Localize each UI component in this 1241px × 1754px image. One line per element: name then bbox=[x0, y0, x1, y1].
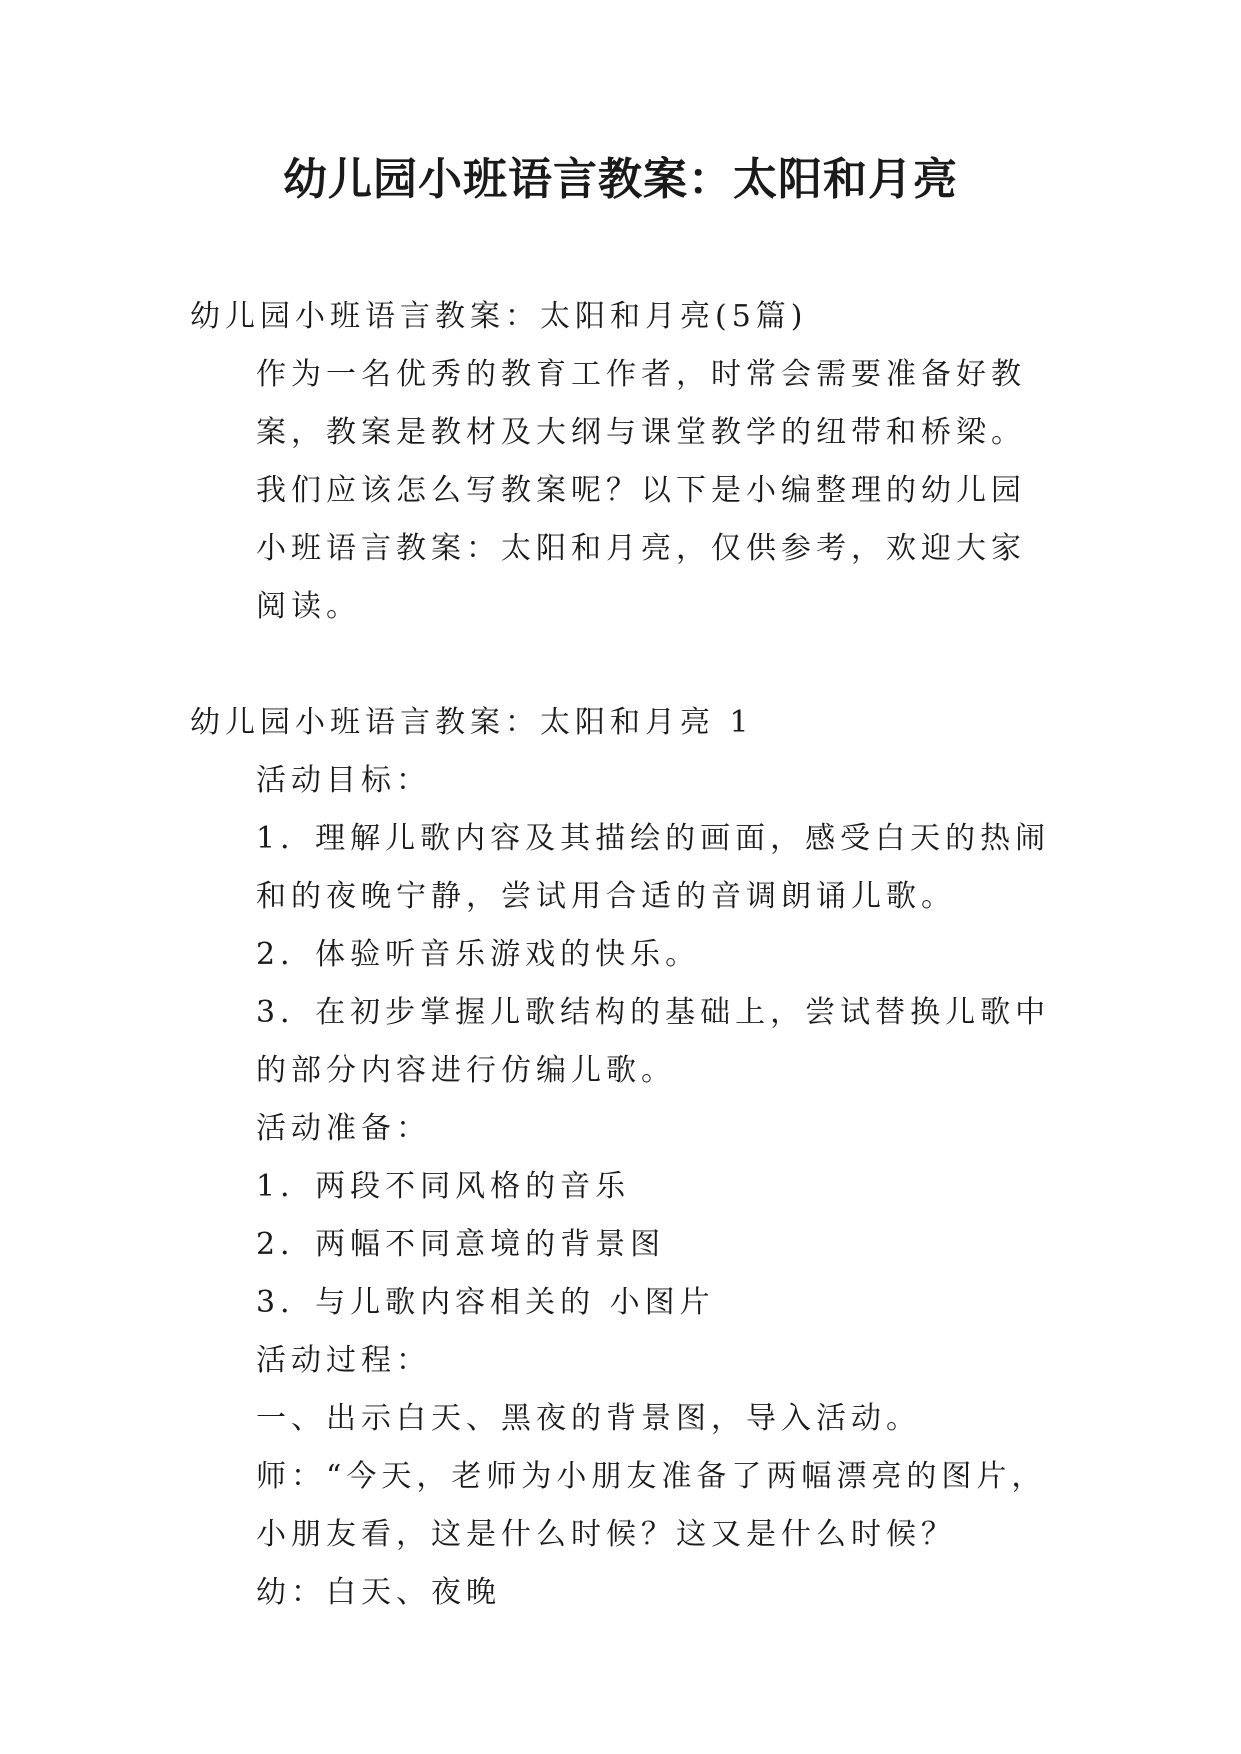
section-heading: 幼儿园小班语言教案：太阳和月亮 1 bbox=[190, 705, 754, 740]
intro-paragraph: 作为一名优秀的教育工作者，时常会需要准备好教案，教案是教材及大纲与课堂教学的纽带和桥梁。我们应该怎么写教案呢？以下是小编整理的幼儿园小班语言教案：太阳和月亮，仅供参考，欢迎大家阅读。 bbox=[256, 357, 1026, 624]
child-dialogue: 幼：白天、夜晚 bbox=[256, 1575, 501, 1610]
document-body bbox=[190, 288, 1060, 1622]
process-step-1: 一、出示白天、黑夜的背景图，导入活动。 bbox=[256, 1401, 921, 1436]
prep-item-2: 2．两幅不同意境的背景图 bbox=[256, 1227, 666, 1262]
activity-prep-heading: 活动准备： bbox=[256, 1111, 431, 1146]
activity-process-heading: 活动过程： bbox=[256, 1343, 431, 1378]
document-title: 幼儿园小班语言教案：太阳和月亮 bbox=[283, 154, 958, 205]
prep-item-3: 3．与儿歌内容相关的 小图片 bbox=[256, 1285, 715, 1320]
activity-goals-heading: 活动目标： bbox=[256, 763, 431, 798]
goal-item-1: 1．理解儿歌内容及其描绘的画面，感受白天的热闹和的夜晚宁静，尝试用合适的音调朗诵儿歌。 bbox=[256, 821, 1051, 914]
subtitle-paragraph: 幼儿园小班语言教案：太阳和月亮(5篇) bbox=[190, 299, 808, 334]
prep-item-1: 1．两段不同风格的音乐 bbox=[256, 1169, 631, 1204]
goal-item-2: 2．体验听音乐游戏的快乐。 bbox=[256, 937, 701, 972]
teacher-dialogue: 师：“今天，老师为小朋友准备了两幅漂亮的图片，小朋友看，这是什么时候？这又是什么时候？ bbox=[256, 1459, 1047, 1552]
goal-item-3: 3．在初步掌握儿歌结构的基础上，尝试替换儿歌中的部分内容进行仿编儿歌。 bbox=[256, 995, 1051, 1088]
